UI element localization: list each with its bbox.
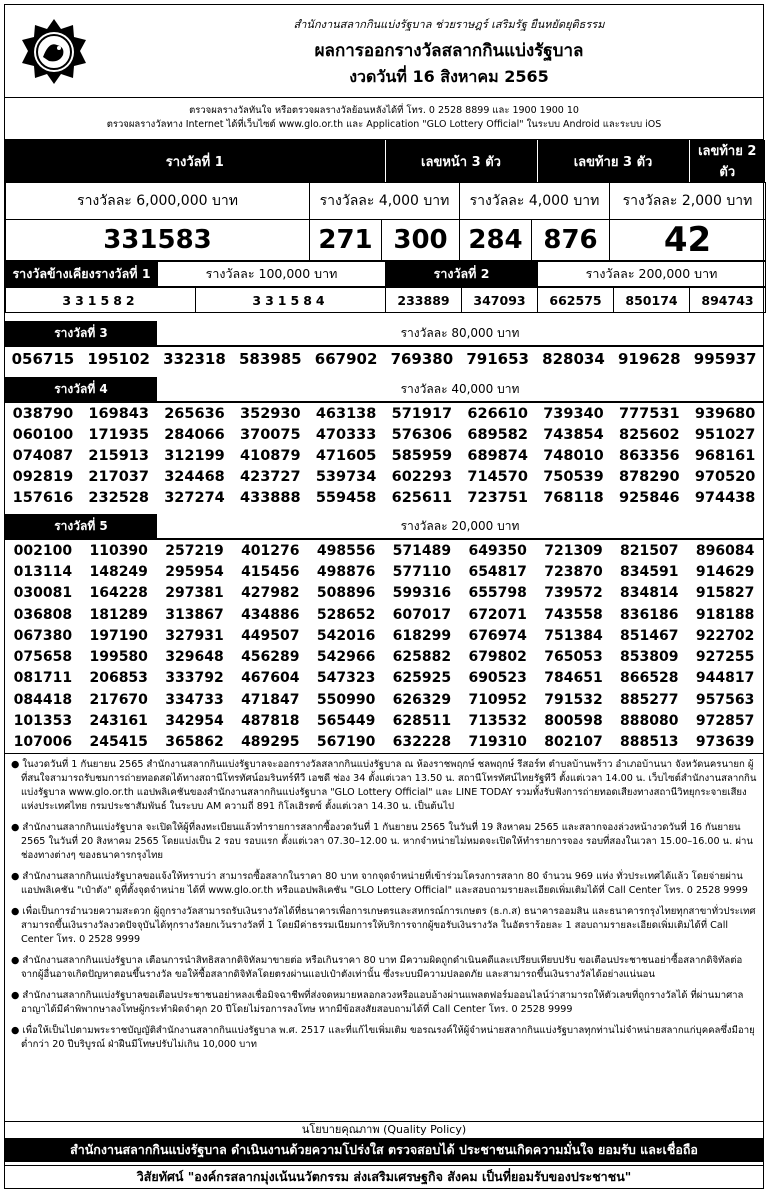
prize4-number: 559458 <box>315 489 377 506</box>
quality-policy-text: สำนักงานสลากกินแบ่งรัฐบาล ดำเนินงานด้วยความโปร่งใส ตรวจสอบได้ ประชาชนเกิดความมั่นใจ ยอมรับ และเชื่อถือ <box>5 1138 763 1162</box>
prize5-number: 498556 <box>316 542 376 559</box>
prize5-number: 401276 <box>241 542 300 559</box>
prize5-number: 972857 <box>695 713 755 730</box>
prize5-number: 672071 <box>468 606 527 623</box>
prize3-label: รางวัลที่ 3 <box>5 321 157 346</box>
prize4-number: 626610 <box>467 405 528 422</box>
prize5-number: 607017 <box>392 606 452 623</box>
prize4-label: รางวัลที่ 4 <box>5 377 157 402</box>
prize5-number: 632228 <box>392 734 452 751</box>
prize5-number: 723870 <box>544 563 603 580</box>
prize4-number: 974438 <box>694 489 756 506</box>
front3-number: 300 <box>382 220 460 261</box>
adjacent-and-second-table <box>5 261 766 287</box>
prize4-number: 324468 <box>164 468 225 485</box>
top-prizes-body <box>5 182 766 261</box>
prize4-number: 471605 <box>315 447 377 464</box>
prize3-number: 195102 <box>81 347 157 372</box>
back3-header: เลขท้าย 3 ตัว <box>537 140 689 182</box>
page-title: ผลการออกรางวัลสลากกินแบ่งรัฐบาล <box>314 41 584 61</box>
prize5-number: 957563 <box>695 691 755 708</box>
first-prize-number: 331583 <box>6 220 310 261</box>
back3-amount: รางวัลละ 4,000 บาท <box>460 183 610 220</box>
prize5-number: 721309 <box>544 542 603 559</box>
prize5-number: 765053 <box>544 649 603 666</box>
prize3-number: 332318 <box>157 347 233 372</box>
prize5-number: 181289 <box>89 606 148 623</box>
prize4-number: 723751 <box>467 489 528 506</box>
prize4-number: 689582 <box>467 426 528 443</box>
prize4-number: 327274 <box>164 489 225 506</box>
prize4-number: 825602 <box>619 426 680 443</box>
prize5-number: 927255 <box>695 649 755 666</box>
prize5-number: 245415 <box>89 734 148 751</box>
prize5-number: 649350 <box>468 542 527 559</box>
prize2-label: รางวัลที่ 2 <box>386 262 538 287</box>
prize4-number: 939680 <box>694 405 756 422</box>
prize3-number: 056715 <box>5 347 81 372</box>
prize5-number: 836186 <box>620 606 679 623</box>
prize4-number: 602293 <box>391 468 453 485</box>
prize5-number: 329648 <box>165 649 224 666</box>
prize4-number: 092819 <box>12 468 74 485</box>
prize5-number: 676974 <box>468 627 527 644</box>
prize4-number: 743854 <box>543 426 604 443</box>
prize3-number: 828034 <box>536 347 612 372</box>
prize5-number: 508896 <box>316 585 376 602</box>
prize5-number: 081711 <box>13 670 73 687</box>
prize5-number: 164228 <box>89 585 148 602</box>
announcement-item: ● สำนักงานสลากกินแบ่งรัฐบาลขอเตือนประชาชนอย่าหลงเชื่อมิจฉาชีพที่ส่งจดหมายหลอกลวงหรือแอบอ้างผ่านแพลตฟอร์มออนไลน์ว่าสามารถให้ตัวเลขที่ถูกรางวัลได้ ที่ผ่านมาศาลอาญาได้มีคำพิพากษาลงโทษผู้กระทำผิดจำคุก 20 ปีโดยไม่รอการลงโทษ หากมีข้อสงสัยสอบถามได้ที่ Call Center โทร. 0 2528 9999 <box>11 989 744 1015</box>
prize5-number: 542966 <box>316 649 376 666</box>
prize5-number: 679802 <box>468 649 527 666</box>
prize4-number: 370075 <box>240 426 301 443</box>
prize5-table <box>5 514 763 539</box>
prize5-number: 075658 <box>13 649 73 666</box>
prize4-number: 157616 <box>12 489 74 506</box>
prize5-number: 599316 <box>392 585 452 602</box>
prize5-number: 334733 <box>165 691 224 708</box>
prize5-number: 243161 <box>89 713 148 730</box>
prize5-number: 625925 <box>392 670 452 687</box>
prize5-number: 851467 <box>620 627 679 644</box>
agency-slogan: สำนักงานสลากกินแบ่งรัฐบาล ช่วยราษฎร์ เสริมรัฐ ยืนหยัดยุติธรรม <box>293 18 605 31</box>
prize5-number: 571489 <box>392 542 452 559</box>
prize5-number: 547323 <box>316 670 376 687</box>
prize4-row <box>5 403 763 425</box>
prize5-number: 471847 <box>241 691 300 708</box>
prize3-table <box>5 321 763 346</box>
prize4-row <box>5 424 763 445</box>
lottery-result-sheet <box>4 4 764 1189</box>
prize5-number: 713532 <box>468 713 527 730</box>
prize5-number: 206853 <box>89 670 148 687</box>
adjacent-number: 331582 <box>6 288 196 313</box>
prize5-number: 625882 <box>392 649 452 666</box>
prize4-number: 878290 <box>619 468 680 485</box>
check-internet-line: ตรวจผลรางวัลทาง Internet ได้ที่เว็บไซต์ www.glo.or.th และ Application "GLO Lottery Official" ในระบบ Android และระบบ iOS <box>106 119 662 130</box>
prize4-number: 423727 <box>240 468 301 485</box>
prize5-number: 896084 <box>695 542 755 559</box>
prize5-number: 542016 <box>316 627 376 644</box>
prize2-number: 850174 <box>614 288 690 313</box>
prize5-number: 013114 <box>13 563 73 580</box>
prize4-number: 739340 <box>543 405 604 422</box>
prize5-number: 654817 <box>468 563 527 580</box>
announcement-item: ● สำนักงานสลากกินแบ่งรัฐบาล เตือนการนำสิทธิสลากดิจิทัลมาขายต่อ หรือเกินราคา 80 บาท มีความผิดถูกดำเนินคดีและเปรียบเทียบปรับ ขอเตือนประชาชนอย่าซื้อสลากดิจิทัลต่อจากผู้อื่นอาจเกิดปัญหาตอนขึ้นรางวัล ขอให้ซื้อสลากดิจิทัลโดยตรงผ่านแอปเป๋าตังเท่านั้น ซึ่งระบบมีความปลอดภัย และสามารถขึ้นเงินรางวัลได้อย่างแน่นอน <box>11 954 743 980</box>
announcement-item: ● สำนักงานสลากกินแบ่งรัฐบาล จะเปิดให้ผู้ที่ลงทะเบียนแล้วทำรายการสลากซื้องวดวันที่ 1 กันยายน 2565 ในวันที่ 19 สิงหาคม 2565 และสลากจองล่วงหน้างวดวันที่ 16 กันยายน 2565 ในวันที่ 20 สิงหาคม 2565 โดยแบ่งเป็น 2 รอบ รอบแรก ตั้งแต่เวลา 07.30–12.00 น. หากจำหน่ายไม่หมดจะเปิดให้ทำรายการจอง รอบที่สองในเวลา 15.00–16.00 น. ผ่านช่องทางต่างๆ ของธนาคารกรุงไทย <box>11 821 753 861</box>
top-prizes-table <box>5 140 765 182</box>
prize5-number: 217670 <box>89 691 148 708</box>
prize4-number: 689874 <box>467 447 528 464</box>
prize4-number: 171935 <box>88 426 149 443</box>
front3-number: 271 <box>310 220 382 261</box>
prize4-number: 968161 <box>694 447 756 464</box>
prize5-number: 739572 <box>544 585 603 602</box>
front3-header: เลขหน้า 3 ตัว <box>385 140 537 182</box>
first-prize-amount: รางวัลละ 6,000,000 บาท <box>6 183 310 220</box>
back3-number: 284 <box>460 220 532 261</box>
prize3-number: 667902 <box>308 347 384 372</box>
prize5-number: 618299 <box>392 627 452 644</box>
prize5-number: 866528 <box>620 670 679 687</box>
prize5-number: 427982 <box>241 585 300 602</box>
prize5-number: 626329 <box>392 691 452 708</box>
prize5-number: 489295 <box>241 734 300 751</box>
prize3-amount: รางวัลละ 80,000 บาท <box>157 321 763 346</box>
prize4-number: 038790 <box>12 405 74 422</box>
prize4-number: 714570 <box>467 468 528 485</box>
prize5-number: 710952 <box>468 691 527 708</box>
announcement-item: ● ในงวดวันที่ 1 กันยายน 2565 สำนักงานสลากกินแบ่งรัฐบาลจะออกรางวัลสลากกินแบ่งรัฐบาล ณ ห้องราชพฤกษ์ ชลพฤกษ์ รีสอร์ท ตำบลบ้านพร้าว อำเภอบ้านนา จังหวัดนครนายก ผู้ที่สนใจสามารถรับชมการถ่ายทอดสดได้ทางสถานีโทรทัศน์อมรินทร์ทีวี เอชดี ช่อง 34 ตั้งแต่เวลา 13.50 น. สถานีโทรทัศน์ไทยรัฐทีวี ตั้งแต่เวลา 14.00 น. เว็บไซต์สำนักงานสลากกินแบ่งรัฐบาล www.glo.or.th แอปพลิเคชันของสำนักงานสลากกินแบ่งรัฐบาล "GLO Lottery Official" และ LINE TODAY รวมทั้งรับฟังการถ่ายทอดเสียงทางสถานีวิทยุกระจายเสียงแห่งประเทศไทย กรมประชาสัมพันธ์ ในระบบ AM ความถี่ 891 กิโลเฮิรตซ์ ตั้งแต่เวลา 14.30 น. เป็นต้นไป <box>11 758 757 812</box>
adjacent-second-numbers <box>5 287 766 313</box>
prize4-number: 585959 <box>391 447 453 464</box>
front3-amount: รางวัลละ 4,000 บาท <box>310 183 460 220</box>
prize5-row <box>5 583 763 604</box>
prize4-number: 576306 <box>391 426 453 443</box>
prize5-number: 467604 <box>241 670 300 687</box>
prize4-number: 169843 <box>88 405 149 422</box>
prize4-row <box>5 487 763 508</box>
announcement-item: ● เพื่อให้เป็นไปตามพระราชบัญญัติสำนักงานสลากกินแบ่งรัฐบาล พ.ศ. 2517 และที่แก้ไขเพิ่มเติม ขอรณรงค์ให้ผู้จำหน่ายสลากกินแบ่งรัฐบาลทุกท่านไม่จำหน่ายสลากแก่บุคคลซึ่งมีอายุต่ำกว่า 20 ปีบริบูรณ์ ฝ่าฝืนมีโทษปรับไม่เกิน 10,000 บาท <box>11 1024 755 1050</box>
prize5-number: 888080 <box>620 713 679 730</box>
prize5-number: 030081 <box>13 585 73 602</box>
prize4-number: 777531 <box>619 405 680 422</box>
back3-number: 876 <box>532 220 610 261</box>
prize2-number: 347093 <box>462 288 538 313</box>
prize5-number: 036808 <box>13 606 73 623</box>
prize5-numbers <box>5 539 763 753</box>
prize5-number: 719310 <box>468 734 527 751</box>
prize4-number: 970520 <box>694 468 756 485</box>
prize4-number: 433888 <box>240 489 301 506</box>
prize5-number: 802107 <box>544 734 603 751</box>
prize3-numbers <box>5 346 763 371</box>
prize3-number: 583985 <box>232 347 308 372</box>
prize5-number: 853809 <box>620 649 679 666</box>
prize5-number: 101353 <box>13 713 73 730</box>
prize4-number: 571917 <box>391 405 453 422</box>
prize4-number: 863356 <box>619 447 680 464</box>
prize3-number: 791653 <box>460 347 536 372</box>
prize5-number: 197190 <box>89 627 148 644</box>
prize5-number: 567190 <box>316 734 376 751</box>
prize5-row <box>5 646 763 667</box>
prize5-number: 655798 <box>468 585 527 602</box>
prize5-number: 784651 <box>544 670 603 687</box>
prize5-number: 973639 <box>695 734 755 751</box>
prize5-number: 257219 <box>165 542 224 559</box>
prize5-number: 834591 <box>620 563 679 580</box>
prize4-number: 074087 <box>12 447 74 464</box>
prize5-number: 944817 <box>695 670 755 687</box>
prize4-number: 217037 <box>88 468 149 485</box>
prize2-number: 894743 <box>690 288 766 313</box>
prize4-number: 352930 <box>240 405 301 422</box>
prize5-number: 528652 <box>316 606 376 623</box>
first-prize-header: รางวัลที่ 1 <box>5 140 385 182</box>
prize5-row <box>5 689 763 710</box>
prize4-number: 215913 <box>88 447 149 464</box>
prize5-number: 084418 <box>13 691 73 708</box>
glo-emblem-icon <box>19 17 89 87</box>
prize5-number: 434886 <box>241 606 300 623</box>
vision-statement: วิสัยทัศน์ "องค์กรสลากมุ่งเน้นนวัตกรรม ส่งเสริมเศรษฐกิจ สังคม เป็นที่ยอมรับของประชาชน" <box>5 1165 763 1188</box>
prize5-number: 449507 <box>241 627 300 644</box>
prize5-number: 577110 <box>392 563 452 580</box>
prize4-number: 748010 <box>543 447 604 464</box>
prize4-number: 750539 <box>543 468 604 485</box>
prize5-number: 888513 <box>620 734 679 751</box>
prize5-number: 821507 <box>620 542 679 559</box>
prize2-number: 662575 <box>538 288 614 313</box>
prize4-number: 232528 <box>88 489 149 506</box>
prize4-row <box>5 466 763 487</box>
prize5-number: 914629 <box>695 563 755 580</box>
announcement-item: ● เพื่อเป็นการอำนวยความสะดวก ผู้ถูกรางวัลสามารถรับเงินรางวัลได้ที่ธนาคารเพื่อการเกษตรและสหกรณ์การเกษตร (ธ.ก.ส) ธนาคารออมสิน และธนาคารกรุงไทยทุกสาขาทั่วประเทศ สามารถขึ้นเงินรางวัลงวดปัจจุบันได้ทุกรางวัลยกเว้นรางวัลที่ 1 โดยมีค่าธรรมเนียมการให้บริการจากผู้ขอรับเงินรางวัล ในอัตราร้อยละ 1 สอบถามรายละเอียดเพิ่มเติมได้ที่ Call Center โทร. 0 2528 9999 <box>11 905 756 945</box>
prize5-number: 487818 <box>241 713 300 730</box>
prize4-number: 312199 <box>164 447 225 464</box>
prize5-row <box>5 625 763 646</box>
prize5-number: 365862 <box>165 734 224 751</box>
prize4-number: 463138 <box>315 405 377 422</box>
adjacent-label: รางวัลข้างเคียงรางวัลที่ 1 <box>6 262 158 287</box>
prize4-row <box>5 445 763 466</box>
prize4-amount: รางวัลละ 40,000 บาท <box>157 377 763 402</box>
prize4-number: 060100 <box>12 426 74 443</box>
back2-amount: รางวัลละ 2,000 บาท <box>610 183 766 220</box>
prize5-number: 002100 <box>13 542 73 559</box>
prize4-number: 265636 <box>164 405 225 422</box>
prize5-number: 415456 <box>241 563 300 580</box>
prize5-number: 067380 <box>13 627 73 644</box>
prize4-numbers <box>5 402 763 508</box>
prize5-number: 743558 <box>544 606 603 623</box>
prize2-amount: รางวัลละ 200,000 บาท <box>538 262 766 287</box>
prize3-number: 919628 <box>611 347 687 372</box>
check-phone-line: ตรวจผลรางวัลทันใจ หรือตรวจผลรางวัลย้อนหลังได้ที่ โทร. 0 2528 8899 และ 1900 1900 10 <box>189 105 579 116</box>
prize5-number: 690523 <box>468 670 527 687</box>
header <box>5 5 763 98</box>
prize5-number: 456289 <box>241 649 300 666</box>
prize5-number: 313867 <box>165 606 224 623</box>
quality-policy-title: นโยบายคุณภาพ (Quality Policy) <box>301 1123 467 1136</box>
prize5-number: 918188 <box>695 606 755 623</box>
prize5-number: 834814 <box>620 585 679 602</box>
prize5-number: 107006 <box>13 734 73 751</box>
prize2-number: 233889 <box>386 288 462 313</box>
prize5-number: 342954 <box>165 713 224 730</box>
prize4-number: 768118 <box>543 489 604 506</box>
prize5-number: 565449 <box>316 713 376 730</box>
prize5-number: 498876 <box>316 563 376 580</box>
prize5-row <box>5 561 763 582</box>
announcement-item: ● สำนักงานสลากกินแบ่งรัฐบาลขอแจ้งให้ทราบว่า สามารถซื้อสลากในราคา 80 บาท จากจุดจำหน่ายที่เข้าร่วมโครงการสลาก 80 จำนวน 969 แห่ง ทั่วประเทศได้แล้ว โดยจ่ายผ่านแอปพลิเคชัน "เป๋าตัง" ดูที่ตั้งจุดจำหน่าย ได้ที่ www.glo.or.th หรือแอปพลิเคชัน "GLO Lottery Official" และสอบถามรายละเอียดเพิ่มเติมได้ที่ Call Center โทร. 0 2528 9999 <box>11 870 748 896</box>
prize5-number: 800598 <box>544 713 603 730</box>
prize4-number: 625611 <box>391 489 453 506</box>
prize4-number: 925846 <box>619 489 680 506</box>
prize3-number: 995937 <box>687 347 763 372</box>
prize5-number: 327931 <box>165 627 224 644</box>
prize4-number: 470333 <box>315 426 377 443</box>
adjacent-amount: รางวัลละ 100,000 บาท <box>158 262 386 287</box>
draw-date: งวดวันที่ 16 สิงหาคม 2565 <box>349 67 549 86</box>
back2-header: เลขท้าย 2 ตัว <box>689 140 765 182</box>
prize4-number: 410879 <box>240 447 301 464</box>
back2-number: 42 <box>610 220 766 261</box>
adjacent-number: 331584 <box>196 288 386 313</box>
prize4-number: 284066 <box>164 426 225 443</box>
prize5-number: 791532 <box>544 691 603 708</box>
prize4-number: 951027 <box>694 426 756 443</box>
prize5-row <box>5 732 763 753</box>
prize5-number: 751384 <box>544 627 603 644</box>
prize5-row <box>5 540 763 562</box>
prize4-table <box>5 377 763 402</box>
prize3-number: 769380 <box>384 347 460 372</box>
prize5-number: 628511 <box>392 713 452 730</box>
prize5-label: รางวัลที่ 5 <box>5 514 157 539</box>
prize5-number: 333792 <box>165 670 224 687</box>
prize5-number: 148249 <box>89 563 148 580</box>
prize5-number: 110390 <box>89 542 148 559</box>
prize5-number: 550990 <box>316 691 376 708</box>
announcements <box>5 753 763 1052</box>
prize5-amount: รางวัลละ 20,000 บาท <box>157 514 763 539</box>
prize4-number: 539734 <box>315 468 377 485</box>
prize5-row <box>5 710 763 731</box>
prize5-number: 922702 <box>695 627 755 644</box>
quality-policy <box>5 1121 763 1166</box>
prize5-number: 915827 <box>695 585 755 602</box>
prize5-number: 295954 <box>165 563 224 580</box>
check-info <box>5 98 763 140</box>
prize5-number: 199580 <box>89 649 148 666</box>
prize5-number: 297381 <box>165 585 224 602</box>
prize5-row <box>5 604 763 625</box>
prize5-row <box>5 668 763 689</box>
prize5-number: 885277 <box>620 691 679 708</box>
